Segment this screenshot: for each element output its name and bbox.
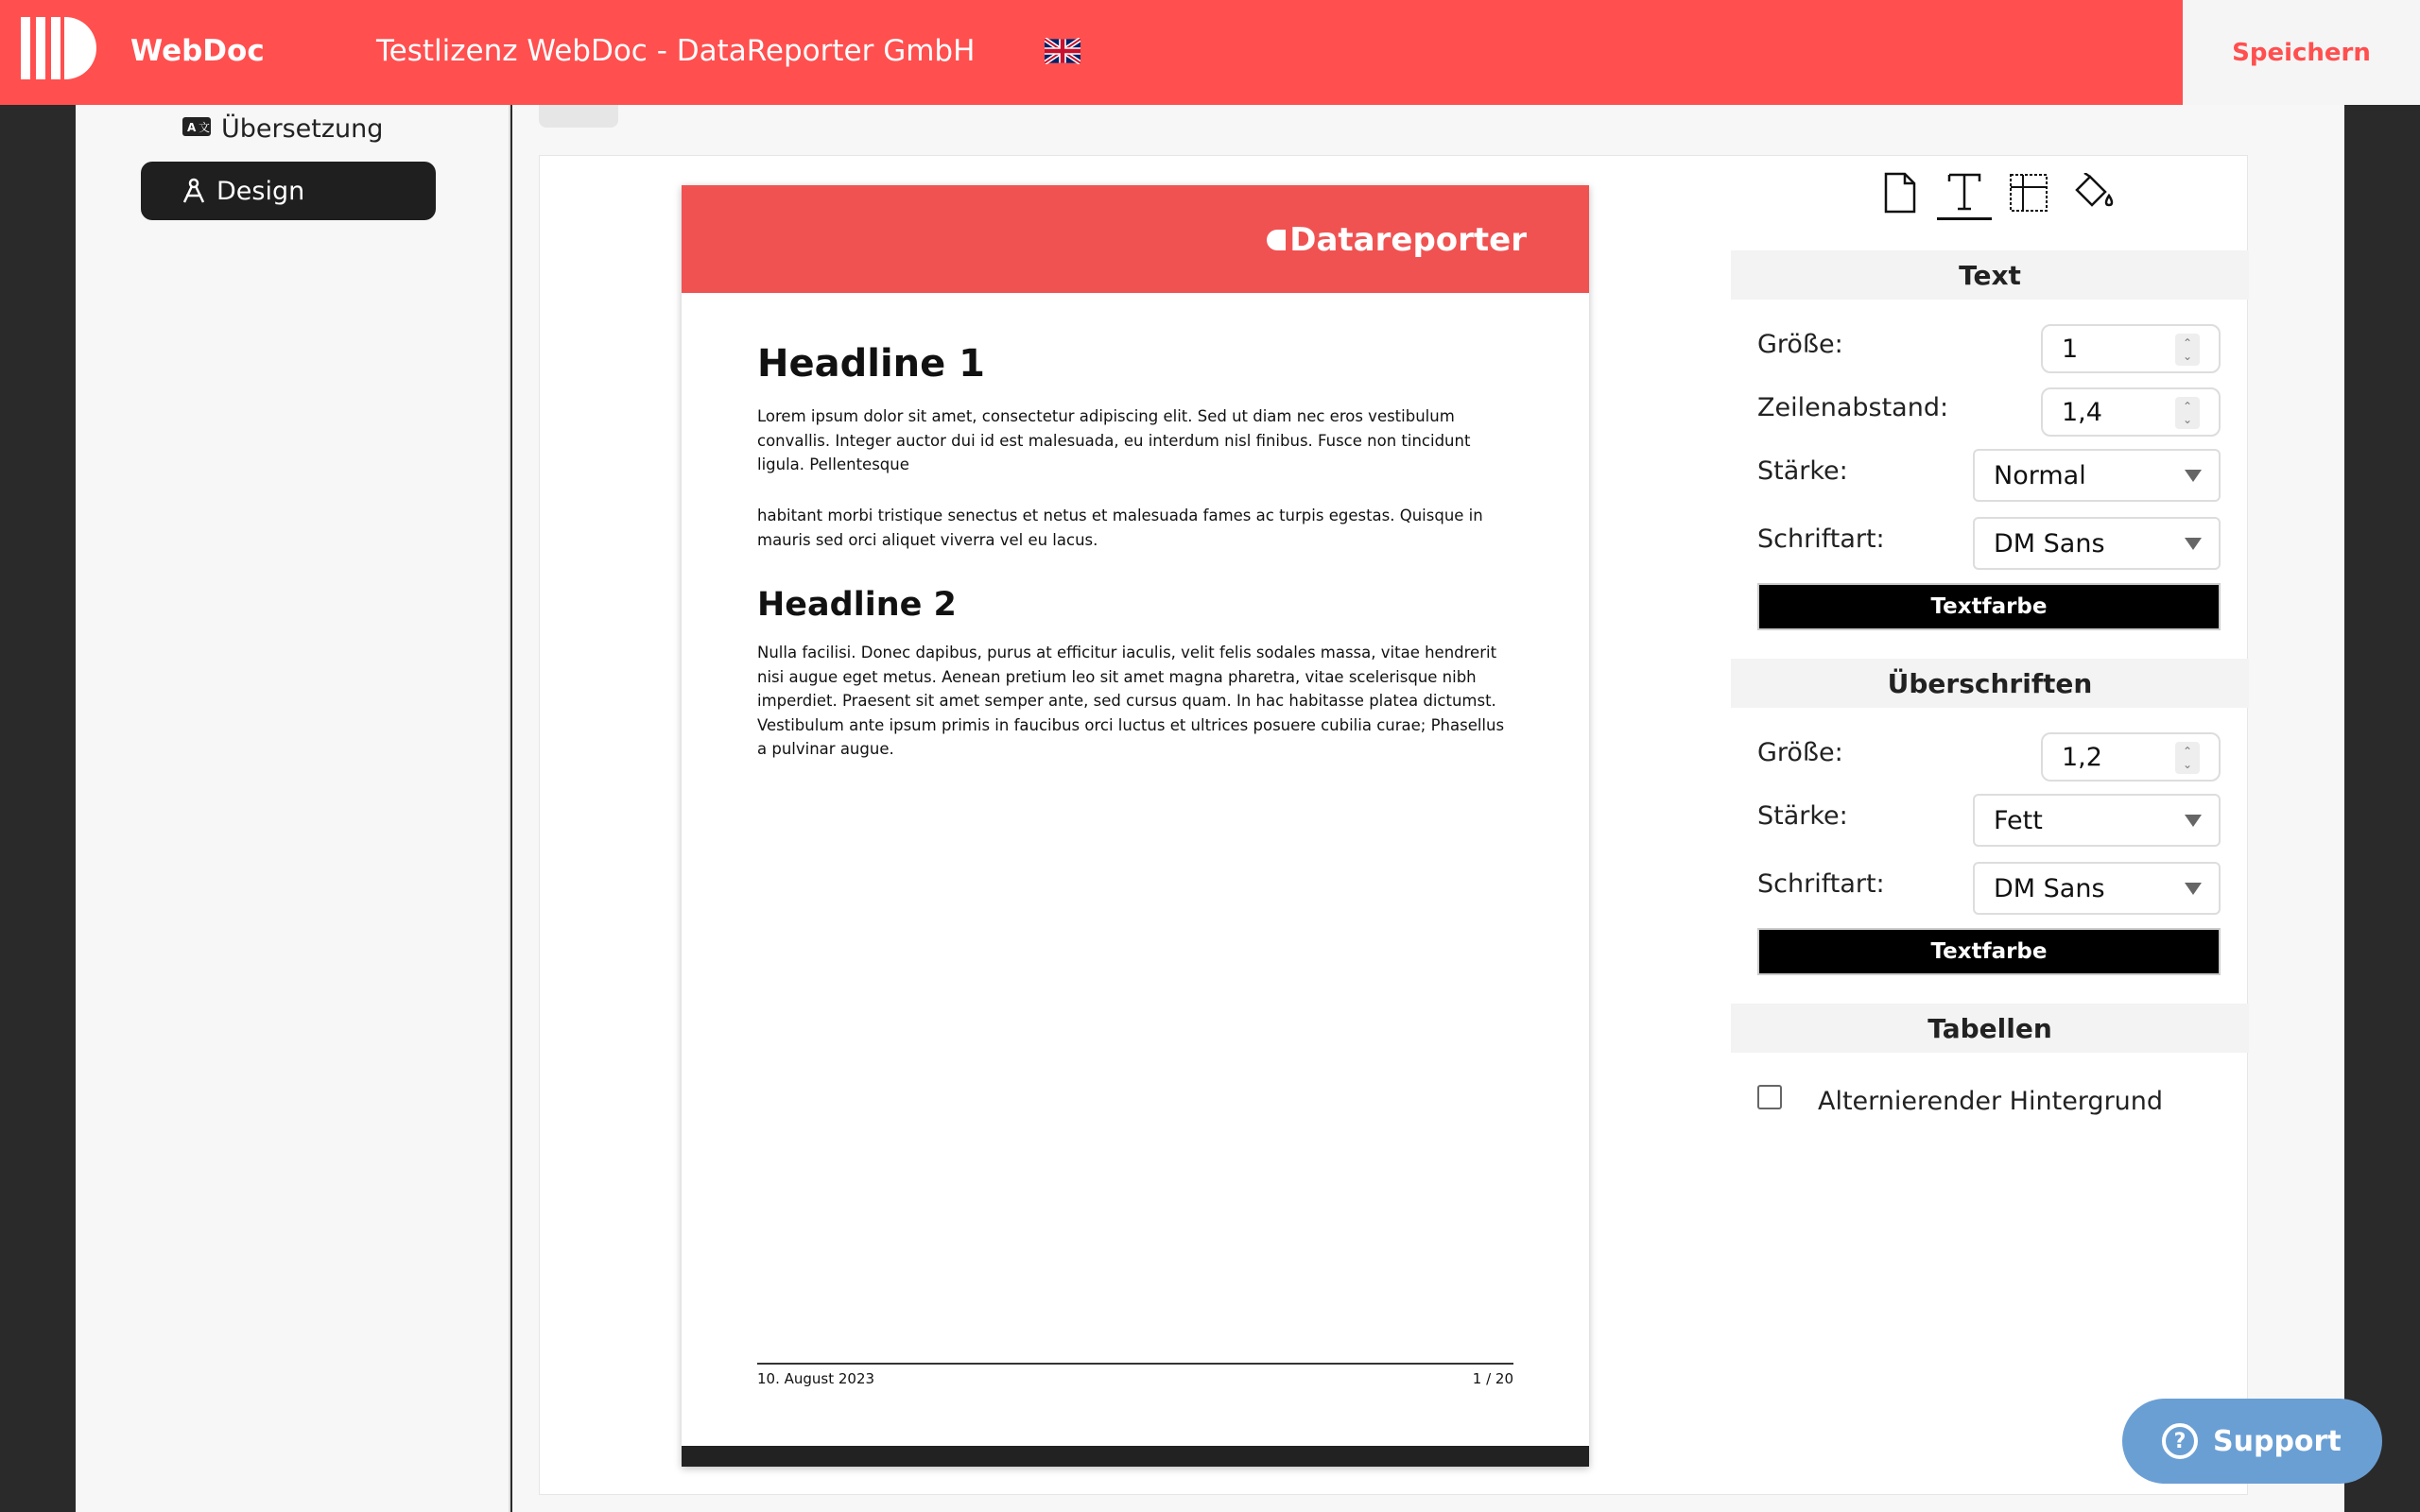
- section-tab[interactable]: [539, 105, 618, 128]
- alternating-background-label: Alternierender Hintergrund: [1818, 1087, 2164, 1116]
- license-title: Testlizenz WebDoc - DataReporter GmbH: [376, 34, 976, 68]
- document-footer-date: 10. August 2023: [757, 1370, 875, 1387]
- document-footer-line: [757, 1363, 1513, 1365]
- alternating-background-row: [1731, 1053, 2249, 1128]
- text-size-row: [1731, 313, 2249, 376]
- heading-color-button[interactable]: Textfarbe: [1757, 928, 2221, 975]
- main-content: [512, 105, 2344, 1512]
- caret-down-icon: [2185, 538, 2202, 550]
- right-backdrop: [2344, 105, 2420, 1512]
- document-footer-page: 1 / 20: [1472, 1370, 1513, 1387]
- sidebar-item-translation[interactable]: [182, 105, 383, 152]
- text-section-title: Text: [1731, 250, 2249, 300]
- text-font-select[interactable]: DM Sans: [1973, 517, 2221, 570]
- text-font-row: [1731, 507, 2249, 576]
- paint-bucket-icon[interactable]: [2066, 165, 2120, 220]
- text-font-label: Schriftart:: [1757, 524, 1885, 554]
- sidebar: [76, 105, 510, 1512]
- settings-panel: [1731, 250, 2249, 1128]
- design-icon: [181, 178, 207, 204]
- text-icon[interactable]: [1937, 165, 1992, 220]
- brand-name: WebDoc: [130, 34, 265, 68]
- caret-down-icon: [2185, 815, 2202, 827]
- heading-weight-row: [1731, 784, 2249, 852]
- alternating-background-checkbox[interactable]: [1757, 1085, 1782, 1109]
- heading-size-row: [1731, 721, 2249, 784]
- support-label: Support: [2213, 1424, 2342, 1458]
- text-color-button[interactable]: Textfarbe: [1757, 583, 2221, 630]
- heading-weight-label: Stärke:: [1757, 801, 1848, 831]
- document-headline-2: Headline 2: [757, 586, 957, 624]
- sidebar-item-design[interactable]: [141, 162, 436, 220]
- text-size-label: Größe:: [1757, 330, 1843, 359]
- document-headline-1: Headline 1: [757, 342, 986, 386]
- uk-flag-icon[interactable]: [1045, 38, 1080, 64]
- table-icon[interactable]: [2001, 165, 2056, 220]
- text-line-height-label: Zeilenabstand:: [1757, 393, 1949, 422]
- document-header: [682, 185, 1589, 293]
- datareporter-logo: Datareporter: [1267, 221, 1527, 259]
- caret-down-icon: [2185, 470, 2202, 482]
- svg-text:文: 文: [199, 120, 211, 134]
- sidebar-item-label: Übersetzung: [221, 113, 384, 144]
- design-card: [539, 155, 2248, 1495]
- text-line-height-row: [1731, 376, 2249, 439]
- text-weight-row: [1731, 439, 2249, 507]
- caret-down-icon: [2185, 883, 2202, 895]
- left-backdrop: [0, 105, 76, 1512]
- document-paragraph-2: habitant morbi tristique senectus et netus et malesuada fames ac turpis egestas. Quisque in mauris sed orci aliquet viverra vel eu lacus.: [757, 507, 1483, 549]
- text-size-input[interactable]: 1 ⌃ ⌄: [2041, 324, 2221, 373]
- text-line-height-input[interactable]: 1,4 ⌃ ⌄: [2041, 387, 2221, 437]
- heading-weight-select[interactable]: Fett: [1973, 794, 2221, 847]
- svg-text:A: A: [187, 120, 197, 134]
- top-bar: [0, 0, 2420, 105]
- heading-size-label: Größe:: [1757, 738, 1843, 767]
- text-weight-label: Stärke:: [1757, 456, 1848, 486]
- document-bottom-bar: [682, 1446, 1589, 1467]
- stepper-icon[interactable]: ⌃ ⌄: [2175, 742, 2200, 774]
- headings-section-title: Überschriften: [1731, 659, 2249, 708]
- help-icon: ?: [2162, 1423, 2198, 1459]
- page-icon[interactable]: [1873, 165, 1927, 220]
- support-button[interactable]: [2122, 1399, 2382, 1484]
- document-paragraph-1: Lorem ipsum dolor sit amet, consectetur adipiscing elit. Sed ut diam nec eros vestibulum convallis. Integer auctor dui id est malesuada, eu interdum nisl finibus. Fusce non tincidunt ligula. Pellentesque: [757, 407, 1471, 473]
- stepper-icon[interactable]: ⌃ ⌄: [2175, 397, 2200, 429]
- text-weight-select[interactable]: Normal: [1973, 449, 2221, 502]
- save-button[interactable]: Speichern: [2183, 0, 2420, 105]
- heading-size-input[interactable]: 1,2 ⌃ ⌄: [2041, 732, 2221, 782]
- translation-icon: [182, 114, 212, 144]
- sidebar-item-label: Design: [216, 176, 305, 206]
- document-paragraph-3: Nulla facilisi. Donec dapibus, purus at efficitur iaculis, velit felis sodales massa, vitae hendrerit nisi augue eget metus. Aenean pretium leo sit amet magna pharetra, vitae scelerisque nibh imperdiet. Praesent sit amet semper ante, sed cursus quam. In hac habitasse platea dictumst. Vestibulum ante ipsum primis in faucibus orci luctus et ultrices posuere cubilia curae; Phasellus a pulvinar augue.: [757, 644, 1505, 758]
- heading-font-select[interactable]: DM Sans: [1973, 862, 2221, 915]
- stepper-icon[interactable]: ⌃ ⌄: [2175, 334, 2200, 366]
- heading-font-row: [1731, 852, 2249, 920]
- heading-font-label: Schriftart:: [1757, 869, 1885, 899]
- webdoc-logo-icon: [21, 17, 96, 79]
- design-toolbar: [1873, 165, 2120, 220]
- document-preview: [682, 185, 1589, 1467]
- tables-section-title: Tabellen: [1731, 1004, 2249, 1053]
